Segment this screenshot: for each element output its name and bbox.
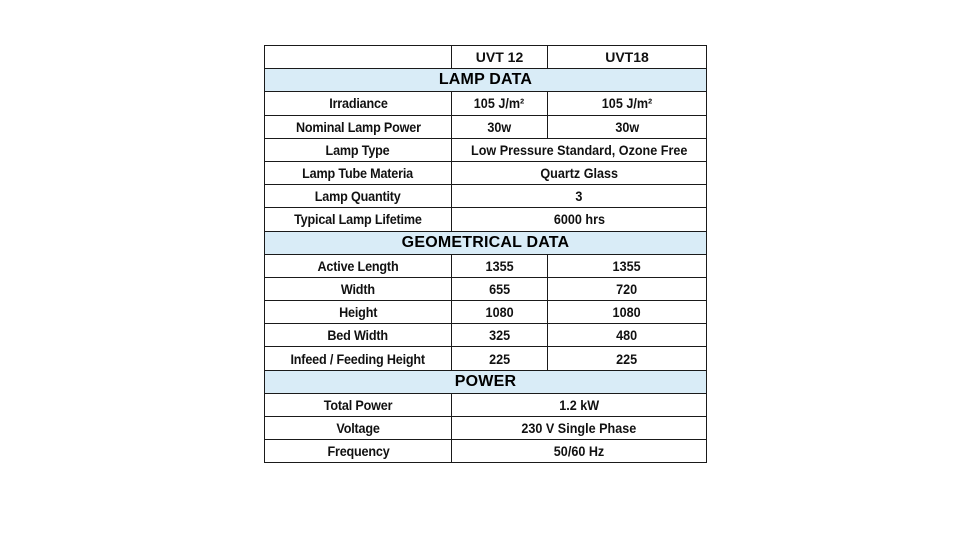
row-value-text: 1080 — [612, 304, 642, 321]
row-value-text: 3 — [575, 188, 583, 205]
row-label-text: Nominal Lamp Power — [295, 118, 421, 135]
row-label — [265, 347, 452, 370]
row-value-text: 225 — [616, 350, 638, 367]
row-label-text: Height — [338, 304, 378, 321]
row-value-text: 230 V Single Phase — [521, 420, 637, 437]
section-row — [265, 231, 707, 254]
row-label — [265, 208, 452, 231]
table-row — [265, 324, 707, 347]
row-value-text: 720 — [616, 280, 638, 297]
table-row — [265, 301, 707, 324]
row-value-merged — [452, 440, 707, 463]
row-label-text: Voltage — [336, 420, 380, 437]
row-value-uvt12 — [452, 92, 548, 115]
row-label — [265, 254, 452, 277]
table-row — [265, 393, 707, 416]
row-value-merged — [452, 161, 707, 184]
row-value-uvt12 — [452, 347, 548, 370]
row-label-text: Bed Width — [327, 327, 389, 344]
row-label — [265, 324, 452, 347]
row-value-text: 325 — [488, 327, 511, 344]
table-row — [265, 254, 707, 277]
row-value-uvt12 — [452, 254, 548, 277]
row-label — [265, 115, 452, 138]
row-value-merged — [452, 393, 707, 416]
row-value-text: 1355 — [485, 257, 514, 274]
row-value-text: 50/60 Hz — [553, 443, 605, 460]
row-value-text: 30w — [615, 118, 639, 135]
row-value-text: Low Pressure Standard, Ozone Free — [470, 141, 688, 158]
row-value-merged — [452, 185, 707, 208]
row-value-text: 480 — [616, 327, 638, 344]
row-value-uvt18 — [548, 277, 707, 300]
row-value-uvt12 — [452, 301, 548, 324]
spec-table — [264, 45, 707, 463]
section-title: GEOMETRICAL DATA — [265, 231, 707, 254]
row-value-uvt18 — [548, 92, 707, 115]
row-value-text: Quartz Glass — [540, 165, 618, 182]
row-value-uvt18 — [548, 254, 707, 277]
row-label-text: Lamp Type — [326, 141, 390, 158]
row-label — [265, 393, 452, 416]
row-value-uvt12 — [452, 115, 548, 138]
row-value-uvt18 — [548, 324, 707, 347]
table-row — [265, 138, 707, 161]
table-row — [265, 161, 707, 184]
row-value-uvt12 — [452, 277, 548, 300]
row-value-uvt18 — [548, 115, 707, 138]
table-row — [265, 208, 707, 231]
table-row — [265, 277, 707, 300]
row-value-uvt18 — [548, 347, 707, 370]
row-label — [265, 185, 452, 208]
row-label-text: Lamp Tube Materia — [302, 165, 414, 182]
table-row — [265, 417, 707, 440]
row-label — [265, 440, 452, 463]
row-label-text: Total Power — [323, 396, 393, 413]
row-label — [265, 417, 452, 440]
table-row — [265, 92, 707, 115]
row-label — [265, 92, 452, 115]
row-label — [265, 301, 452, 324]
row-value-merged — [452, 208, 707, 231]
row-label-text: Frequency — [326, 443, 390, 460]
row-value-text: 6000 hrs — [553, 211, 605, 228]
row-value-text: 30w — [487, 118, 512, 135]
row-label-text: Infeed / Feeding Height — [290, 350, 426, 367]
row-value-text: 655 — [488, 280, 511, 297]
section-row — [265, 69, 707, 92]
row-value-text: 1080 — [485, 304, 514, 321]
row-label-text: Width — [341, 280, 375, 297]
row-label — [265, 277, 452, 300]
row-label — [265, 161, 452, 184]
section-title: POWER — [265, 370, 707, 393]
row-label-text: Irradiance — [328, 95, 388, 112]
spec-table-body — [265, 46, 707, 463]
row-value-text: 105 J/m² — [601, 95, 653, 112]
row-label-text: Lamp Quantity — [315, 188, 401, 205]
row-value-text: 1355 — [612, 257, 642, 274]
section-title: LAMP DATA — [265, 69, 707, 92]
row-label-text: Active Length — [317, 257, 399, 274]
row-label — [265, 138, 452, 161]
header-corner-cell — [265, 46, 452, 69]
table-row — [265, 440, 707, 463]
row-label-text: Typical Lamp Lifetime — [294, 211, 422, 228]
section-row — [265, 370, 707, 393]
row-value-merged — [452, 417, 707, 440]
header-uvt18: UVT18 — [548, 46, 707, 69]
header-uvt12: UVT 12 — [452, 46, 548, 69]
row-value-merged — [452, 138, 707, 161]
table-row — [265, 347, 707, 370]
table-row — [265, 115, 707, 138]
table-row — [265, 185, 707, 208]
row-value-text: 105 J/m² — [474, 95, 525, 112]
row-value-uvt12 — [452, 324, 548, 347]
row-value-text: 1.2 kW — [559, 396, 599, 413]
row-value-text: 225 — [488, 350, 511, 367]
header-row — [265, 46, 707, 69]
row-value-uvt18 — [548, 301, 707, 324]
